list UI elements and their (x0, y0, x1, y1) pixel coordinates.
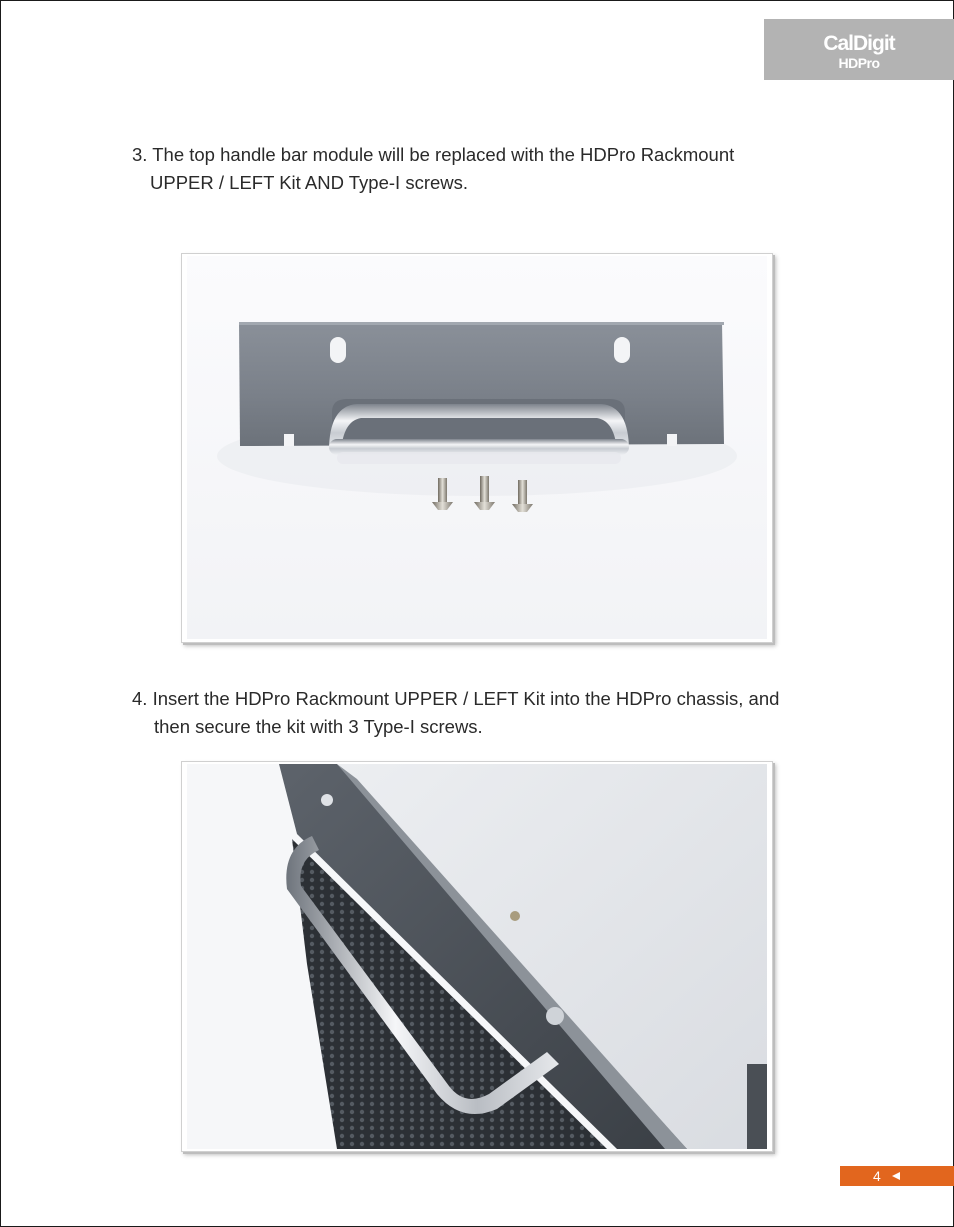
chassis-installation-illustration (187, 764, 767, 1149)
handle-bar-kit-illustration (187, 256, 767, 639)
photo-handle-bar-kit-and-screws (181, 253, 773, 643)
photo-kit-installed-on-chassis (181, 761, 773, 1152)
logo-brand-text: CalDigit (823, 32, 895, 55)
page-number-tab (840, 1166, 954, 1186)
step-4-line-2: then secure the kit with 3 Type-I screws. (154, 716, 483, 737)
logo-product-text: HDPro (838, 55, 880, 71)
step-4-line-1: 4. Insert the HDPro Rackmount UPPER / LEFT Kit into the HDPro chassis, and (132, 688, 780, 709)
step-3-line-1: 3. The top handle bar module will be replaced with the HDPro Rackmount (132, 144, 735, 165)
step-3-instruction (132, 141, 734, 197)
step-4-instruction (132, 685, 779, 741)
step-3-line-2: UPPER / LEFT Kit AND Type-I screws. (150, 172, 469, 193)
triangle-left-icon (892, 1172, 900, 1180)
page-number: 4 (873, 1168, 881, 1184)
caldigit-hdpro-logo (764, 19, 954, 80)
